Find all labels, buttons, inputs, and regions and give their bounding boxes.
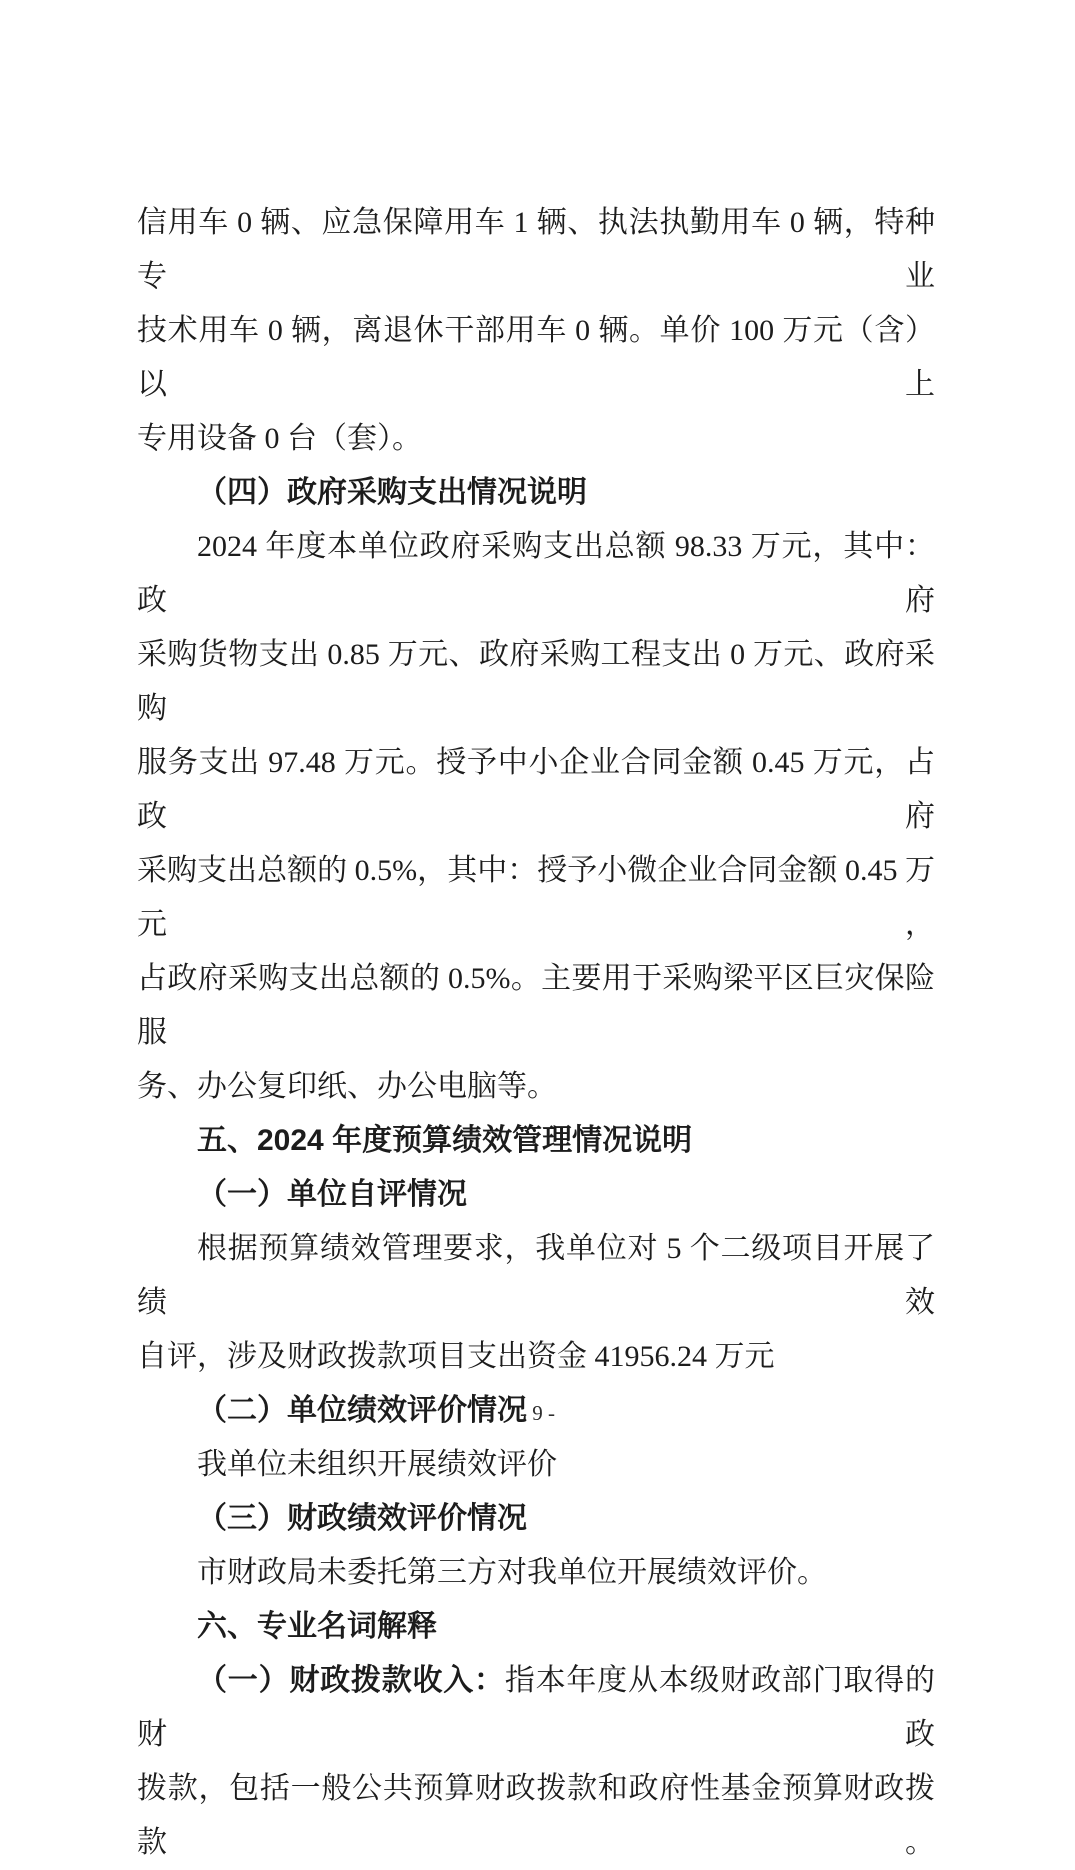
heading-section-5-performance: 五、2024 年度预算绩效管理情况说明 [197,1124,693,1157]
body-line-vehicles-2: 技术用车 0 辆，离退休干部用车 0 辆。单价 100 万元（含）以上 [137,314,935,401]
body-line-vehicles-1: 信用车 0 辆、应急保障用车 1 辆、执法执勤用车 0 辆，特种专业 [137,206,935,293]
heading-section-4-procurement: （四）政府采购支出情况说明 [197,476,587,509]
heading-sub-self-eval: （一）单位自评情况 [197,1178,467,1211]
body-line-procurement-6: 务、办公复印纸、办公电脑等。 [137,1070,557,1103]
glossary-term-label: （一）财政拨款收入： [197,1664,505,1697]
body-line-procurement-2: 采购货物支出 0.85 万元、政府采购工程支出 0 万元、政府采购 [137,638,935,725]
glossary-term-definition-part-2: 拨款，包括一般公共预算财政拨款和政府性基金预算财政拨款。 [137,1772,935,1859]
heading-sub-unit-eval: （二）单位绩效评价情况 [197,1394,527,1427]
page-number: - 9 - [520,1401,555,1425]
body-line-procurement-4: 采购支出总额的 0.5%，其中：授予小微企业合同金额 0.45 万元， [137,854,935,941]
body-line-procurement-3: 服务支出 97.48 万元。授予中小企业合同金额 0.45 万元，占政府 [137,746,935,833]
heading-section-6-glossary: 六、专业名词解释 [197,1610,437,1643]
heading-sub-finance-eval: （三）财政绩效评价情况 [197,1502,527,1535]
body-line-vehicles-3: 专用设备 0 台（套）。 [137,422,422,455]
body-line-unit-eval-1: 我单位未组织开展绩效评价 [197,1448,557,1481]
body-line-finance-eval-1: 市财政局未委托第三方对我单位开展绩效评价。 [197,1556,827,1589]
body-line-self-eval-2: 自评，涉及财政拨款项目支出资金 41956.24 万元 [137,1340,775,1373]
body-line-procurement-5: 占政府采购支出总额的 0.5%。主要用于采购梁平区巨灾保险服 [137,962,935,1049]
document-body [137,196,935,1870]
body-line-procurement-1: 2024 年度本单位政府采购支出总额 98.33 万元，其中：政府 [137,530,935,617]
body-line-self-eval-1: 根据预算绩效管理要求，我单位对 5 个二级项目开展了绩效 [137,1232,935,1319]
glossary-term-line [137,1654,935,1762]
glossary-term-definition-part-1: 指本年度从本级财政部门取得的财政 [137,1664,936,1751]
